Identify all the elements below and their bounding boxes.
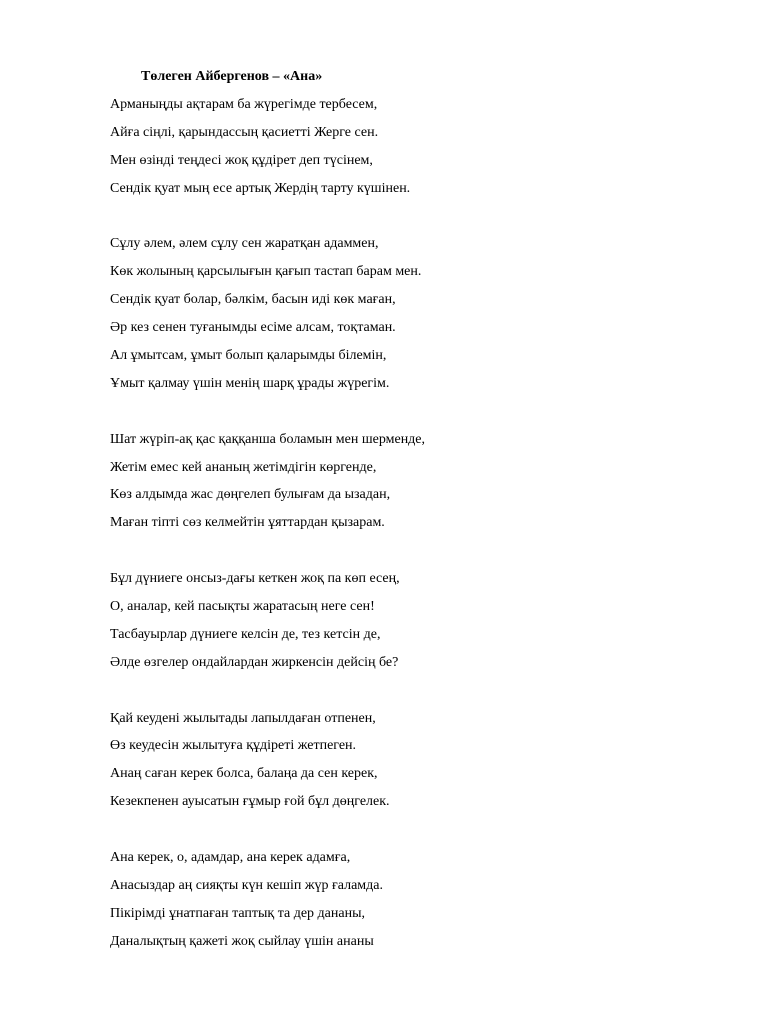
poem-line: Ұмыт қалмау үшін менің шарқ ұрады жүрегім. (110, 375, 390, 391)
poem-stanza (110, 235, 710, 402)
poem-stanza (110, 96, 710, 208)
poem-line: Ал ұмытсам, ұмыт болып қаларымды білемін, (110, 348, 387, 364)
poem-line: Даналықтың қажеті жоқ сыйлау үшін ананы (110, 933, 374, 949)
poem-line: Сендік қуат мың есе артық Жердің тарту күшінен. (110, 180, 411, 196)
poem-line: Арманыңды ақтарам ба жүрегімде тербесем, (110, 97, 378, 112)
poem-line: Қай кеудені жылытады лапылдаған отпенен, (110, 710, 376, 726)
poem-line: Анаң саған керек болса, балаңа да сен керек, (110, 766, 378, 782)
poem-line: Бұл дүниеге онсыз-дағы кеткен жоқ па көп есең, (110, 571, 400, 587)
poem-stanza (110, 849, 710, 961)
poem-line: Маған тіпті сөз келмейтін ұяттардан қызарам. (110, 515, 385, 531)
poem-line: Тасбауырлар дүниеге келсін де, тез кетсін де, (110, 626, 381, 642)
poem-line: Жетім емес кей ананың жетімдігін көргенде, (110, 459, 377, 475)
poem-line: Көк жолының қарсылығын қағып тастап барам мен. (110, 264, 422, 280)
poem-line: Шат жүріп-ақ қас қаққанша боламын мен шерменде, (110, 431, 426, 447)
poem-body (110, 96, 710, 961)
poem-line: Сұлу әлем, әлем сұлу сен жаратқан адаммен, (110, 236, 379, 252)
poem-line: Әлде өзгелер ондайлардан жиркенсін дейсің бе? (110, 654, 399, 670)
stanza-gap (110, 403, 710, 431)
stanza-gap (110, 208, 710, 236)
poem-line: О, аналар, кей пасықты жаратасың неге сен! (110, 599, 375, 615)
poem-title: Төлеген Айбергенов – «Ана» (141, 69, 323, 84)
poem-line: Пікірімді ұнатпаған таптық та дер дананы, (110, 905, 365, 921)
poem-line: Айға сіңлі, қарындассың қасиетті Жерге сен. (110, 124, 379, 140)
poem-line: Көз алдымда жас дөңгелеп булығам да ызадан, (110, 487, 391, 503)
stanza-gap (110, 542, 710, 570)
poem-line: Сендік қуат болар, бәлкім, басын иді көк маған, (110, 292, 396, 308)
stanza-gap (110, 821, 710, 849)
poem-line: Мен өзінді теңдесі жоқ құдірет деп түсінем, (110, 152, 373, 168)
poem-line: Әр кез сенен туғанымды есіме алсам, тоқтаман. (110, 320, 396, 336)
poem-stanza (110, 431, 710, 543)
stanza-gap (110, 682, 710, 710)
poem-line: Кезекпенен ауысатын ғұмыр ғой бұл дөңгелек. (110, 794, 390, 810)
poem-stanza (110, 710, 710, 822)
poem-line: Ана керек, о, адамдар, ана керек адамға, (110, 850, 351, 866)
poem-line: Өз кеудесін жылытуға құдіреті жетпеген. (110, 738, 357, 754)
poem-line: Анасыздар аң сияқты күн кешіп жүр ғаламда. (110, 877, 383, 893)
poem-stanza (110, 570, 710, 682)
